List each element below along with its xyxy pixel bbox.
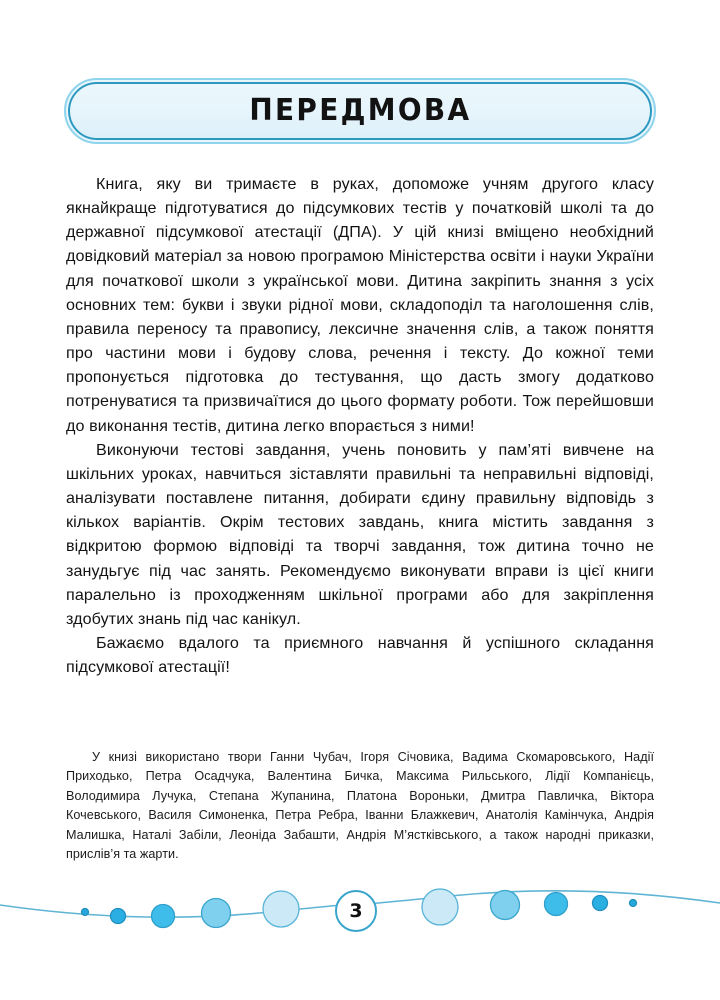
preface-body	[66, 172, 654, 679]
credits-footnote	[66, 748, 654, 864]
wave-dot	[263, 891, 299, 927]
body-paragraph: Виконуючи тестові завдання, учень поновить у пам’яті вивчене на шкільних уроках, навчиться зіставляти правильні та неправильні відповіді, аналізувати поставлене питання, добирати єдину правильну відповідь з кількох варіантів. Окрім тестових завдань, книга містить завдання з відкритою формою відповіді та творчі завдання, тож дитина точно не занудьгує під час занять. Рекомендуємо виконувати вправи із цієї книги паралельно із проходженням шкільної програми або для закріплення здобутих знань під час канікул.	[66, 440, 654, 628]
page-title: ПЕРЕДМОВА	[248, 93, 472, 128]
wave-dot	[422, 889, 458, 925]
wave-dot	[491, 891, 520, 920]
wave-dot	[630, 900, 637, 907]
page-number-value: 3	[349, 900, 363, 922]
wave-dot	[202, 899, 231, 928]
wave-dot	[82, 909, 89, 916]
wave-dot	[545, 893, 568, 916]
page-title-banner	[64, 78, 656, 144]
body-paragraph: Бажаємо вдалого та приємного навчання й успішного складання підсумкової атестації!	[66, 633, 654, 677]
banner-inner-frame	[68, 82, 652, 140]
wave-dot	[111, 909, 126, 924]
page-number	[335, 890, 377, 932]
wave-dot	[152, 905, 175, 928]
body-paragraph: Книга, яку ви тримаєте в руках, допоможе учням другого класу якнайкраще підготуватися до підсумкових тестів у початковій школі та до державної підсумкової атестації (ДПА). У цій книзі вміщено необхідний довідковий матеріал за новою програмою Міністерства освіти і науки України для початкової школи з української мови. Дитина закріпить знання з усіх основних тем: букви і звуки рідної мови, складоподіл та наголошення слів, правила переносу та правопису, лексичне значення слів, а також поняття про частини мови і будову слова, речення і тексту. До кожної теми пропонується підготовка до тестування, що дасть змогу додатково потренуватися та призвичаїтися до цього формату роботи. Тож перейшовши до виконання тестів, дитина легко впорається з ними!	[66, 175, 654, 435]
wave-dot	[593, 896, 608, 911]
footnote-paragraph: У книзі використано твори Ганни Чубач, Ігоря Січовика, Вадима Скомаровського, Надії Приходько, Петра Осадчука, Валентина Бичка, Максима Рильського, Лідії Компанієць, Володимира Лучука, Степана Жупанина, Платона Вороньки, Дмитра Павличка, Віктора Кочевського, Василя Симоненка, Петра Ребра, Іванни Блажкевич, Анатолія Камінчука, Андрія Малишка, Наталі Забіли, Леоніда Забашти, Андрія М’ястківського, а також народні приказки, прислів’я та жарти.	[66, 750, 654, 862]
